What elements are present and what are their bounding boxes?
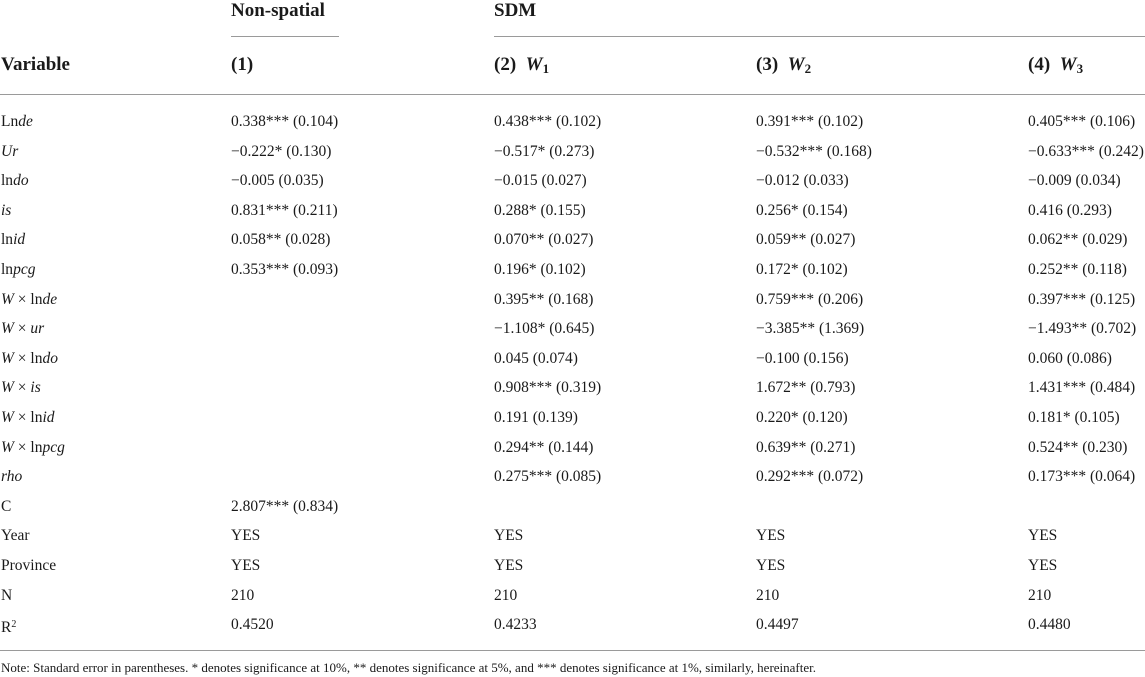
variable-italic: do bbox=[42, 349, 58, 367]
variable-cell bbox=[1, 433, 65, 463]
variable-cell bbox=[1, 314, 44, 344]
value-cell-col2: 0.288* (0.155) bbox=[494, 201, 586, 219]
value-cell-col3: −0.012 (0.033) bbox=[756, 172, 849, 190]
value-cell-col4: −1.493** (0.702) bbox=[1028, 320, 1137, 338]
variable-cell bbox=[1, 344, 58, 374]
value-cell-col3: 0.256* (0.154) bbox=[756, 201, 848, 219]
value-cell-col1: YES bbox=[231, 556, 261, 574]
variable-w: W bbox=[1, 379, 14, 397]
table-row bbox=[0, 225, 1145, 255]
value-cell-col3: −3.385** (1.369) bbox=[756, 320, 865, 338]
variable-cell bbox=[1, 225, 25, 255]
table-row bbox=[0, 196, 1145, 226]
header-col3 bbox=[756, 54, 811, 77]
value-cell-col1: 0.831*** (0.211) bbox=[231, 201, 338, 219]
value-cell-col1: −0.222* (0.130) bbox=[231, 142, 332, 160]
variable-prefix: ln bbox=[1, 260, 14, 278]
table-note: Note: Standard error in parentheses. * denotes significance at 10%, ** denotes significance at 5%, and *** denotes significance at 1%, similarly, hereinafter. bbox=[1, 660, 816, 675]
header-col1: (1) bbox=[231, 54, 254, 75]
value-cell-col2: −0.517* (0.273) bbox=[494, 142, 595, 160]
value-cell-col4: 0.060 (0.086) bbox=[1028, 349, 1112, 367]
variable-cell bbox=[1, 166, 29, 196]
value-cell-col4: 0.405*** (0.106) bbox=[1028, 113, 1136, 130]
value-cell-col1: 0.353*** (0.093) bbox=[231, 260, 339, 278]
variable-superscript: 2 bbox=[11, 619, 17, 631]
variable-prefix: Year bbox=[1, 527, 30, 545]
value-cell-col4: 0.173*** (0.064) bbox=[1028, 468, 1136, 486]
variable-prefix: ln bbox=[1, 172, 14, 190]
col3-prefix: (3) bbox=[756, 54, 779, 75]
value-cell-col1: 0.058** (0.028) bbox=[231, 231, 331, 249]
variable-prefix: R bbox=[1, 619, 12, 637]
value-cell-col3: 0.059** (0.027) bbox=[756, 231, 856, 249]
value-cell-col4: 0.252** (0.118) bbox=[1028, 260, 1127, 278]
variable-cell bbox=[1, 462, 22, 492]
value-cell-col4: YES bbox=[1028, 527, 1058, 545]
col2-sub: 1 bbox=[542, 61, 550, 76]
value-cell-col2: 0.294** (0.144) bbox=[494, 438, 594, 456]
variable-cell bbox=[1, 137, 18, 167]
variable-cell bbox=[1, 373, 41, 403]
value-cell-col4: −0.009 (0.034) bbox=[1028, 172, 1121, 190]
value-cell-col2: 0.438*** (0.102) bbox=[494, 113, 602, 130]
value-cell-col3: 1.672** (0.793) bbox=[756, 379, 856, 397]
table-row bbox=[0, 610, 1145, 640]
variable-italic: de bbox=[18, 113, 33, 130]
value-cell-col1: 0.338*** (0.104) bbox=[231, 113, 339, 130]
table-row bbox=[0, 107, 1145, 137]
table-row bbox=[0, 462, 1145, 492]
value-cell-col2: 0.191 (0.139) bbox=[494, 408, 578, 426]
variable-italic: pcg bbox=[42, 438, 65, 456]
variable-cell bbox=[1, 285, 57, 315]
variable-italic: ur bbox=[30, 320, 45, 338]
variable-prefix: × ln bbox=[13, 290, 43, 308]
variable-italic: id bbox=[42, 408, 55, 426]
value-cell-col2: 0.045 (0.074) bbox=[494, 349, 578, 367]
variable-prefix: × ln bbox=[13, 349, 43, 367]
table-row bbox=[0, 373, 1145, 403]
value-cell-col3: 0.391*** (0.102) bbox=[756, 113, 864, 130]
value-cell-col2: 0.4233 bbox=[494, 616, 537, 634]
header-group-sdm: SDM bbox=[494, 0, 537, 21]
variable-italic: is bbox=[1, 201, 12, 219]
variable-cell bbox=[1, 492, 11, 522]
value-cell-col2: YES bbox=[494, 527, 524, 545]
table-row bbox=[0, 137, 1145, 167]
value-cell-col4: 0.416 (0.293) bbox=[1028, 201, 1112, 219]
rule-nonspatial bbox=[231, 36, 339, 37]
variable-cell bbox=[1, 196, 11, 226]
variable-prefix: × ln bbox=[13, 438, 43, 456]
variable-prefix: × ln bbox=[13, 408, 43, 426]
value-cell-col3: −0.100 (0.156) bbox=[756, 349, 849, 367]
table-row bbox=[0, 492, 1145, 522]
variable-prefix: N bbox=[1, 586, 13, 604]
variable-prefix: Ln bbox=[1, 113, 19, 130]
col3-sub: 2 bbox=[804, 61, 812, 76]
col4-w: W bbox=[1059, 54, 1077, 75]
value-cell-col4: 0.397*** (0.125) bbox=[1028, 290, 1136, 308]
value-cell-col3: 0.220* (0.120) bbox=[756, 408, 848, 426]
table-body bbox=[0, 107, 1145, 640]
variable-w: W bbox=[1, 408, 14, 426]
value-cell-col3: 0.172* (0.102) bbox=[756, 260, 848, 278]
variable-prefix: ln bbox=[1, 231, 14, 249]
value-cell-col1: 210 bbox=[231, 586, 255, 604]
value-cell-col2: 0.275*** (0.085) bbox=[494, 468, 602, 486]
value-cell-col2: 0.196* (0.102) bbox=[494, 260, 586, 278]
table-row bbox=[0, 285, 1145, 315]
variable-cell bbox=[1, 581, 12, 611]
value-cell-col4: −0.633*** (0.242) bbox=[1028, 142, 1144, 160]
value-cell-col1: 2.807*** (0.834) bbox=[231, 497, 339, 515]
table-row bbox=[0, 403, 1145, 433]
table-row bbox=[0, 166, 1145, 196]
col2-w: W bbox=[525, 54, 543, 75]
value-cell-col4: 0.4480 bbox=[1028, 616, 1071, 634]
variable-cell bbox=[1, 255, 35, 285]
value-cell-col3: YES bbox=[756, 556, 786, 574]
rule-table-bottom bbox=[0, 650, 1145, 651]
variable-cell bbox=[1, 521, 30, 551]
variable-italic: Ur bbox=[1, 142, 19, 160]
value-cell-col3: 0.4497 bbox=[756, 616, 799, 634]
variable-prefix: C bbox=[1, 497, 12, 515]
header-variable: Variable bbox=[1, 54, 70, 75]
value-cell-col3: 0.639** (0.271) bbox=[756, 438, 856, 456]
table-row bbox=[0, 521, 1145, 551]
variable-cell bbox=[1, 610, 16, 643]
variable-cell bbox=[1, 551, 56, 581]
col4-sub: 3 bbox=[1076, 61, 1084, 76]
variable-italic: do bbox=[13, 172, 29, 190]
table-row bbox=[0, 433, 1145, 463]
value-cell-col2: 0.908*** (0.319) bbox=[494, 379, 602, 397]
col4-prefix: (4) bbox=[1028, 54, 1051, 75]
value-cell-col2: 0.395** (0.168) bbox=[494, 290, 594, 308]
value-cell-col4: 210 bbox=[1028, 586, 1052, 604]
header-col2 bbox=[494, 54, 549, 77]
variable-italic: de bbox=[42, 290, 58, 308]
col3-w: W bbox=[787, 54, 805, 75]
rule-sdm bbox=[494, 36, 1145, 37]
value-cell-col2: −0.015 (0.027) bbox=[494, 172, 587, 190]
table-row bbox=[0, 255, 1145, 285]
value-cell-col1: YES bbox=[231, 527, 261, 545]
variable-italic: is bbox=[30, 379, 41, 397]
variable-w: W bbox=[1, 438, 14, 456]
col2-prefix: (2) bbox=[494, 54, 517, 75]
value-cell-col4: YES bbox=[1028, 556, 1058, 574]
header-col4 bbox=[1028, 54, 1083, 77]
value-cell-col3: −0.532*** (0.168) bbox=[756, 142, 872, 160]
variable-cell bbox=[1, 403, 55, 433]
variable-prefix: × bbox=[13, 379, 31, 397]
value-cell-col2: YES bbox=[494, 556, 524, 574]
variable-cell bbox=[1, 107, 33, 137]
value-cell-col3: YES bbox=[756, 527, 786, 545]
value-cell-col2: −1.108* (0.645) bbox=[494, 320, 595, 338]
header-group-nonspatial: Non-spatial bbox=[231, 0, 325, 21]
table-row bbox=[0, 314, 1145, 344]
value-cell-col2: 210 bbox=[494, 586, 518, 604]
variable-w: W bbox=[1, 290, 14, 308]
table-row bbox=[0, 581, 1145, 611]
value-cell-col3: 210 bbox=[756, 586, 780, 604]
rule-header-bottom bbox=[0, 94, 1145, 95]
variable-italic: id bbox=[13, 231, 26, 249]
variable-italic: pcg bbox=[13, 260, 36, 278]
value-cell-col4: 0.181* (0.105) bbox=[1028, 408, 1120, 426]
table-row bbox=[0, 344, 1145, 374]
variable-italic: rho bbox=[1, 468, 23, 486]
value-cell-col2: 0.070** (0.027) bbox=[494, 231, 594, 249]
value-cell-col1: −0.005 (0.035) bbox=[231, 172, 324, 190]
variable-w: W bbox=[1, 320, 14, 338]
table-row bbox=[0, 551, 1145, 581]
value-cell-col1: 0.4520 bbox=[231, 616, 274, 634]
value-cell-col4: 1.431*** (0.484) bbox=[1028, 379, 1136, 397]
value-cell-col3: 0.759*** (0.206) bbox=[756, 290, 864, 308]
value-cell-col4: 0.062** (0.029) bbox=[1028, 231, 1128, 249]
variable-w: W bbox=[1, 349, 14, 367]
variable-prefix: Province bbox=[1, 556, 57, 574]
variable-prefix: × bbox=[13, 320, 31, 338]
value-cell-col4: 0.524** (0.230) bbox=[1028, 438, 1128, 456]
value-cell-col3: 0.292*** (0.072) bbox=[756, 468, 864, 486]
